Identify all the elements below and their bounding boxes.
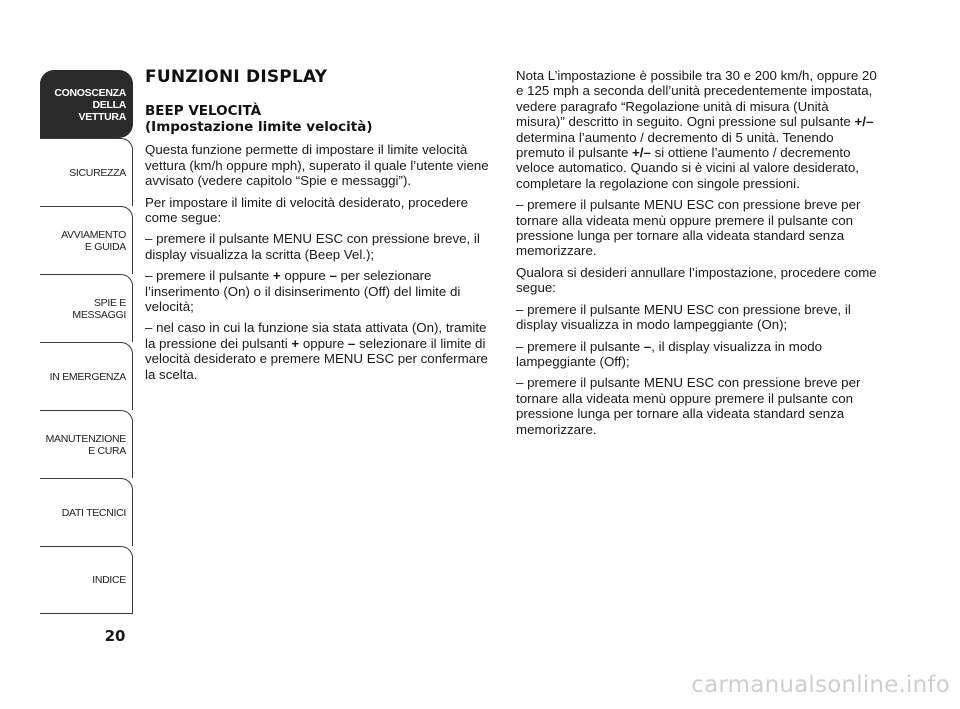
tab-dati-tecnici[interactable]: DATI TECNICI xyxy=(40,478,133,546)
tab-spie-e-messaggi[interactable]: SPIE E MESSAGGI xyxy=(40,274,133,342)
text: – premere il pulsante xyxy=(145,268,273,284)
text: – premere il pulsante xyxy=(516,338,644,354)
tab-in-emergenza[interactable]: IN EMERGENZA xyxy=(40,342,133,410)
step-return-menu: – premere il pulsante MENU ESC con pressione breve per tornare alla videata menù oppure premere il pulsante con pressione lunga per tornare alla videata standard senza memorizzare. xyxy=(516,197,861,259)
section-title: FUNZIONI DISPLAY xyxy=(145,67,328,87)
text: selezionare il limite di velocità desiderato e premere MENU ESC per confermare la scelta. xyxy=(145,335,488,382)
text: si ottiene l’aumento / decremento veloce automatico. Quando si è vicini al valore desiderato, completare la regolazione con singole pressioni. xyxy=(516,145,859,191)
left-column xyxy=(145,68,497,388)
paragraph-cancel: Qualora si desideri annullare l’impostazione, procedere come segue: xyxy=(516,264,877,296)
text: oppure xyxy=(299,335,348,351)
text: determina l’aumento / decremento di 5 unità. Tenendo premuto il pulsante xyxy=(516,129,834,161)
tab-manutenzione-e-cura[interactable]: MANUTENZIONE E CURA xyxy=(40,410,133,478)
text: Nota L’impostazione è possibile tra 30 e 200 km/h, oppure 20 e 125 mph a seconda dell’unità precedentemente impostata, vedere paragrafo “Regolazione unità di misura (Unità misura)” descritto in seguito. Ogni pressione sul pulsante xyxy=(516,68,877,130)
step-cancel-return: – premere il pulsante MENU ESC con pressione breve per tornare alla videata menù oppure premere il pulsante con pressione lunga per tornare alla videata standard senza memorizzare. xyxy=(516,375,861,437)
plus-symbol: + xyxy=(291,335,300,351)
plus-symbol: + xyxy=(272,268,281,284)
text: – nel caso in cui la funzione sia stata attivata (On), tramite la pressione dei pulsanti xyxy=(145,320,487,351)
step-menu-esc: – premere il pulsante MENU ESC con pressione breve, il display visualizza la scritta (Beep Vel.); xyxy=(145,231,480,262)
minus-symbol: – xyxy=(643,338,652,354)
plus-minus-symbol: +/– xyxy=(854,114,874,130)
tab-sicurezza[interactable]: SICUREZZA xyxy=(40,138,133,206)
step-cancel-minus xyxy=(516,339,878,370)
section-tabs xyxy=(40,70,133,614)
text: , il display visualizza in modo lampeggiante (Off); xyxy=(516,338,822,369)
step-set-limit xyxy=(145,320,497,382)
watermark: carmanualsonline.info xyxy=(691,672,950,698)
note-paragraph xyxy=(516,68,878,191)
minus-symbol: – xyxy=(347,335,356,351)
page-number: 20 xyxy=(104,627,126,645)
tab-conoscenza-della-vettura[interactable]: CONOSCENZA DELLA VETTURA xyxy=(40,70,133,138)
step-select-on-off xyxy=(145,268,497,314)
subtitle-line2: (Impostazione limite velocità) xyxy=(145,119,373,136)
text: oppure xyxy=(280,268,330,284)
right-column xyxy=(516,68,878,443)
paragraph-intro: Questa funzione permette di impostare il limite velocità vettura (km/h oppure mph), superato il quale l’utente viene avvisato (vedere capitolo “Spie e messaggi”). xyxy=(145,142,489,189)
plus-minus-symbol: +/– xyxy=(632,145,651,161)
minus-symbol: – xyxy=(329,268,337,284)
paragraph-procedure: Per impostare il limite di velocità desiderato, procedere come segue: xyxy=(145,194,468,226)
subtitle-line1: BEEP VELOCITÀ xyxy=(145,103,262,120)
tab-avviamento-e-guida[interactable]: AVVIAMENTO E GUIDA xyxy=(40,206,133,274)
subtitle xyxy=(145,103,497,135)
tab-indice[interactable]: INDICE xyxy=(40,546,133,614)
step-cancel-menu-esc: – premere il pulsante MENU ESC con pressione breve, il display visualizza in modo lampeggiante (On); xyxy=(516,301,851,333)
text: per selezionare l’inserimento (On) o il disinserimento (Off) del limite di velocità; xyxy=(145,268,461,315)
